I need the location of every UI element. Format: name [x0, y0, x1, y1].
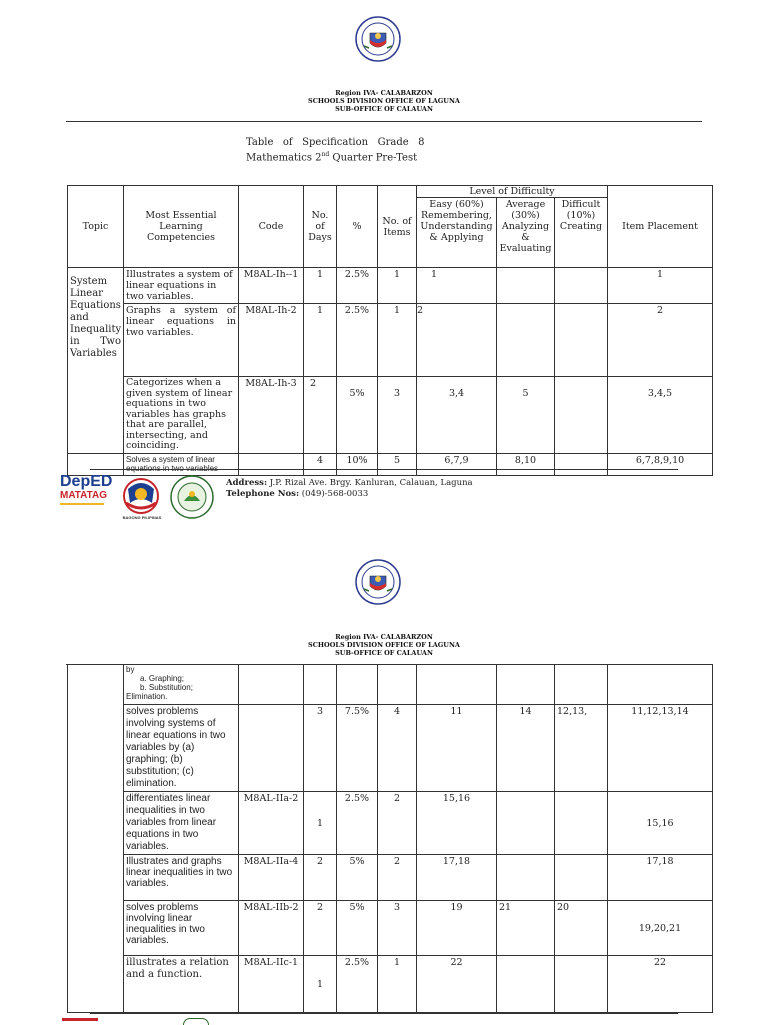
bagong-pilipinas-text: BAGONG PILIPINAS [122, 515, 162, 520]
header-percent: % [337, 186, 378, 268]
easy-cell: 3,4 [417, 377, 497, 454]
average-cell [497, 304, 555, 377]
mec-cell: differentiates linear inequalities in two variables from linear equations in two variables. [124, 792, 239, 855]
mec-cell: Graphs a system of linear equations in two variables. [124, 304, 239, 377]
bagong-pilipinas-logo-icon [120, 477, 162, 519]
items-cell: 5 [378, 453, 417, 475]
items-cell: 1 [378, 304, 417, 377]
tos-table-page2 [67, 664, 713, 1013]
header-region: Region IVA- CALABARZON [335, 633, 433, 641]
difficult-cell [555, 453, 608, 475]
percent-cell [337, 665, 378, 705]
easy-cell: 22 [417, 956, 497, 1013]
code-cell: M8AL-Ih--1 [239, 268, 304, 304]
tos-table-page1 [67, 185, 713, 476]
items-cell: 2 [378, 792, 417, 855]
days-cell: 1 [304, 304, 337, 377]
days-cell: 4 [304, 453, 337, 475]
easy-cell: 2 [417, 304, 497, 377]
average-cell [497, 855, 555, 901]
code-cell [239, 665, 304, 705]
items-cell: 3 [378, 901, 417, 956]
difficult-cell [555, 377, 608, 454]
easy-cell: 17,18 [417, 855, 497, 901]
easy-cell: 11 [417, 705, 497, 792]
header-division: SCHOOLS DIVISION OFFICE OF LAGUNA [308, 641, 460, 649]
percent-cell: 5% [337, 377, 378, 454]
difficult-cell [555, 855, 608, 901]
code-cell [239, 453, 304, 475]
items-cell: 3 [378, 377, 417, 454]
percent-cell: 2.5% [337, 304, 378, 377]
header-level: Level of Difficulty [417, 186, 608, 198]
mec-cell: illustrates a relation and a function. [124, 956, 239, 1013]
easy-cell: 15,16 [417, 792, 497, 855]
doc-title-line2: Mathematics 2nd Quarter Pre-Test [246, 151, 418, 164]
header-suboffice: SUB-OFFICE OF CALAUAN [335, 105, 433, 113]
difficult-cell [555, 792, 608, 855]
header-code: Code [239, 186, 304, 268]
percent-cell: 2.5% [337, 268, 378, 304]
header-suboffice: SUB-OFFICE OF CALAUAN [335, 649, 433, 657]
topic-cell-empty [68, 453, 124, 475]
topic-cell-cont [68, 665, 124, 1013]
code-cell [239, 705, 304, 792]
header-mec: Most Essential Learning Competencies [124, 186, 239, 268]
items-cell: 2 [378, 855, 417, 901]
mec-cell-cont: by a. Graphing; b. Substitution; Elimination. [124, 665, 239, 705]
mec-cell: solves problems involving linear inequalities in two variables. [124, 901, 239, 956]
placement-cell: 17,18 [608, 855, 713, 901]
easy-cell: 1 [417, 268, 497, 304]
items-cell: 4 [378, 705, 417, 792]
difficult-cell: 20 [555, 901, 608, 956]
average-cell [497, 956, 555, 1013]
percent-cell: 2.5% [337, 792, 378, 855]
footer-divider [90, 469, 678, 470]
average-cell: 14 [497, 705, 555, 792]
footer-address: Address: J.P. Rizal Ave. Brgy. Kanluran, Calauan, Laguna Telephone Nos: (049)-568-0033 [226, 478, 473, 499]
mec-cell: Categorizes when a given system of linear equations in two variables has graphs that are parallel, intersecting, and coinciding. [124, 377, 239, 454]
days-cell [304, 665, 337, 705]
placement-cell: 2 [608, 304, 713, 377]
days-cell: 3 [304, 705, 337, 792]
header-days: No. of Days [304, 186, 337, 268]
items-cell: 1 [378, 956, 417, 1013]
mec-cell: solves problems involving systems of linear equations in two variables by (a) graphing; (b) substitution; (c) elimination. [124, 705, 239, 792]
items-cell [378, 665, 417, 705]
items-cell: 1 [378, 268, 417, 304]
code-cell: M8AL-Ih-3 [239, 377, 304, 454]
header-topic: Topic [68, 186, 124, 268]
topic-cell: System Linear Equations and Inequality in Two Variables [68, 268, 124, 454]
difficult-cell: 12,13, [555, 705, 608, 792]
difficult-cell [555, 304, 608, 377]
deped-logo-partial [62, 1018, 98, 1021]
deped-matatag-logo: DepED MATATAG [60, 473, 114, 517]
days-cell: 1 [304, 268, 337, 304]
placement-cell: 3,4,5 [608, 377, 713, 454]
footer-divider [90, 1013, 678, 1014]
mec-cell: Illustrates a system of linear equations in two variables. [124, 268, 239, 304]
code-cell: M8AL-IIa-2 [239, 792, 304, 855]
header-difficult: Difficult (10%) Creating [555, 198, 608, 268]
percent-cell: 10% [337, 453, 378, 475]
header-average: Average (30%) Analyzing & Evaluating [497, 198, 555, 268]
average-cell [497, 665, 555, 705]
doc-title-line1: Table of Specification Grade 8 [246, 137, 425, 148]
percent-cell: 5% [337, 901, 378, 956]
header-items: No. of Items [378, 186, 417, 268]
days-cell: 1 [304, 792, 337, 855]
placement-cell: 19,20,21 [608, 901, 713, 956]
placement-cell: 1 [608, 268, 713, 304]
easy-cell: 6,7,9 [417, 453, 497, 475]
days-cell: 2 [304, 901, 337, 956]
average-cell: 21 [497, 901, 555, 956]
days-cell: 2 [304, 377, 337, 454]
percent-cell: 2.5% [337, 956, 378, 1013]
header-division: SCHOOLS DIVISION OFFICE OF LAGUNA [308, 97, 460, 105]
days-cell: 1 [304, 956, 337, 1013]
percent-cell: 5% [337, 855, 378, 901]
placement-cell: 15,16 [608, 792, 713, 855]
placement-cell: 6,7,8,9,10 [608, 453, 713, 475]
deped-seal-icon [355, 16, 401, 62]
average-cell: 5 [497, 377, 555, 454]
average-cell [497, 268, 555, 304]
header-region: Region IVA- CALABARZON [335, 89, 433, 97]
average-cell: 8,10 [497, 453, 555, 475]
percent-cell: 7.5% [337, 705, 378, 792]
header-placement: Item Placement [608, 186, 713, 268]
header-divider [66, 121, 702, 122]
placement-cell [608, 665, 713, 705]
code-cell: M8AL-IIa-4 [239, 855, 304, 901]
mec-cell: Illustrates and graphs linear inequalities in two variables. [124, 855, 239, 901]
code-cell: M8AL-IIc-1 [239, 956, 304, 1013]
placement-cell: 11,12,13,14 [608, 705, 713, 792]
mec-cell: Solves a system of linear equations in two variables [124, 453, 239, 475]
code-cell: M8AL-Ih-2 [239, 304, 304, 377]
division-seal-icon [170, 475, 214, 519]
easy-cell: 19 [417, 901, 497, 956]
difficult-cell [555, 956, 608, 1013]
days-cell: 2 [304, 855, 337, 901]
average-cell [497, 792, 555, 855]
difficult-cell [555, 665, 608, 705]
deped-seal-icon [355, 559, 401, 605]
easy-cell [417, 665, 497, 705]
placement-cell: 22 [608, 956, 713, 1013]
code-cell: M8AL-IIb-2 [239, 901, 304, 956]
header-easy: Easy (60%) Remembering, Understanding & Applying [417, 198, 497, 268]
difficult-cell [555, 268, 608, 304]
